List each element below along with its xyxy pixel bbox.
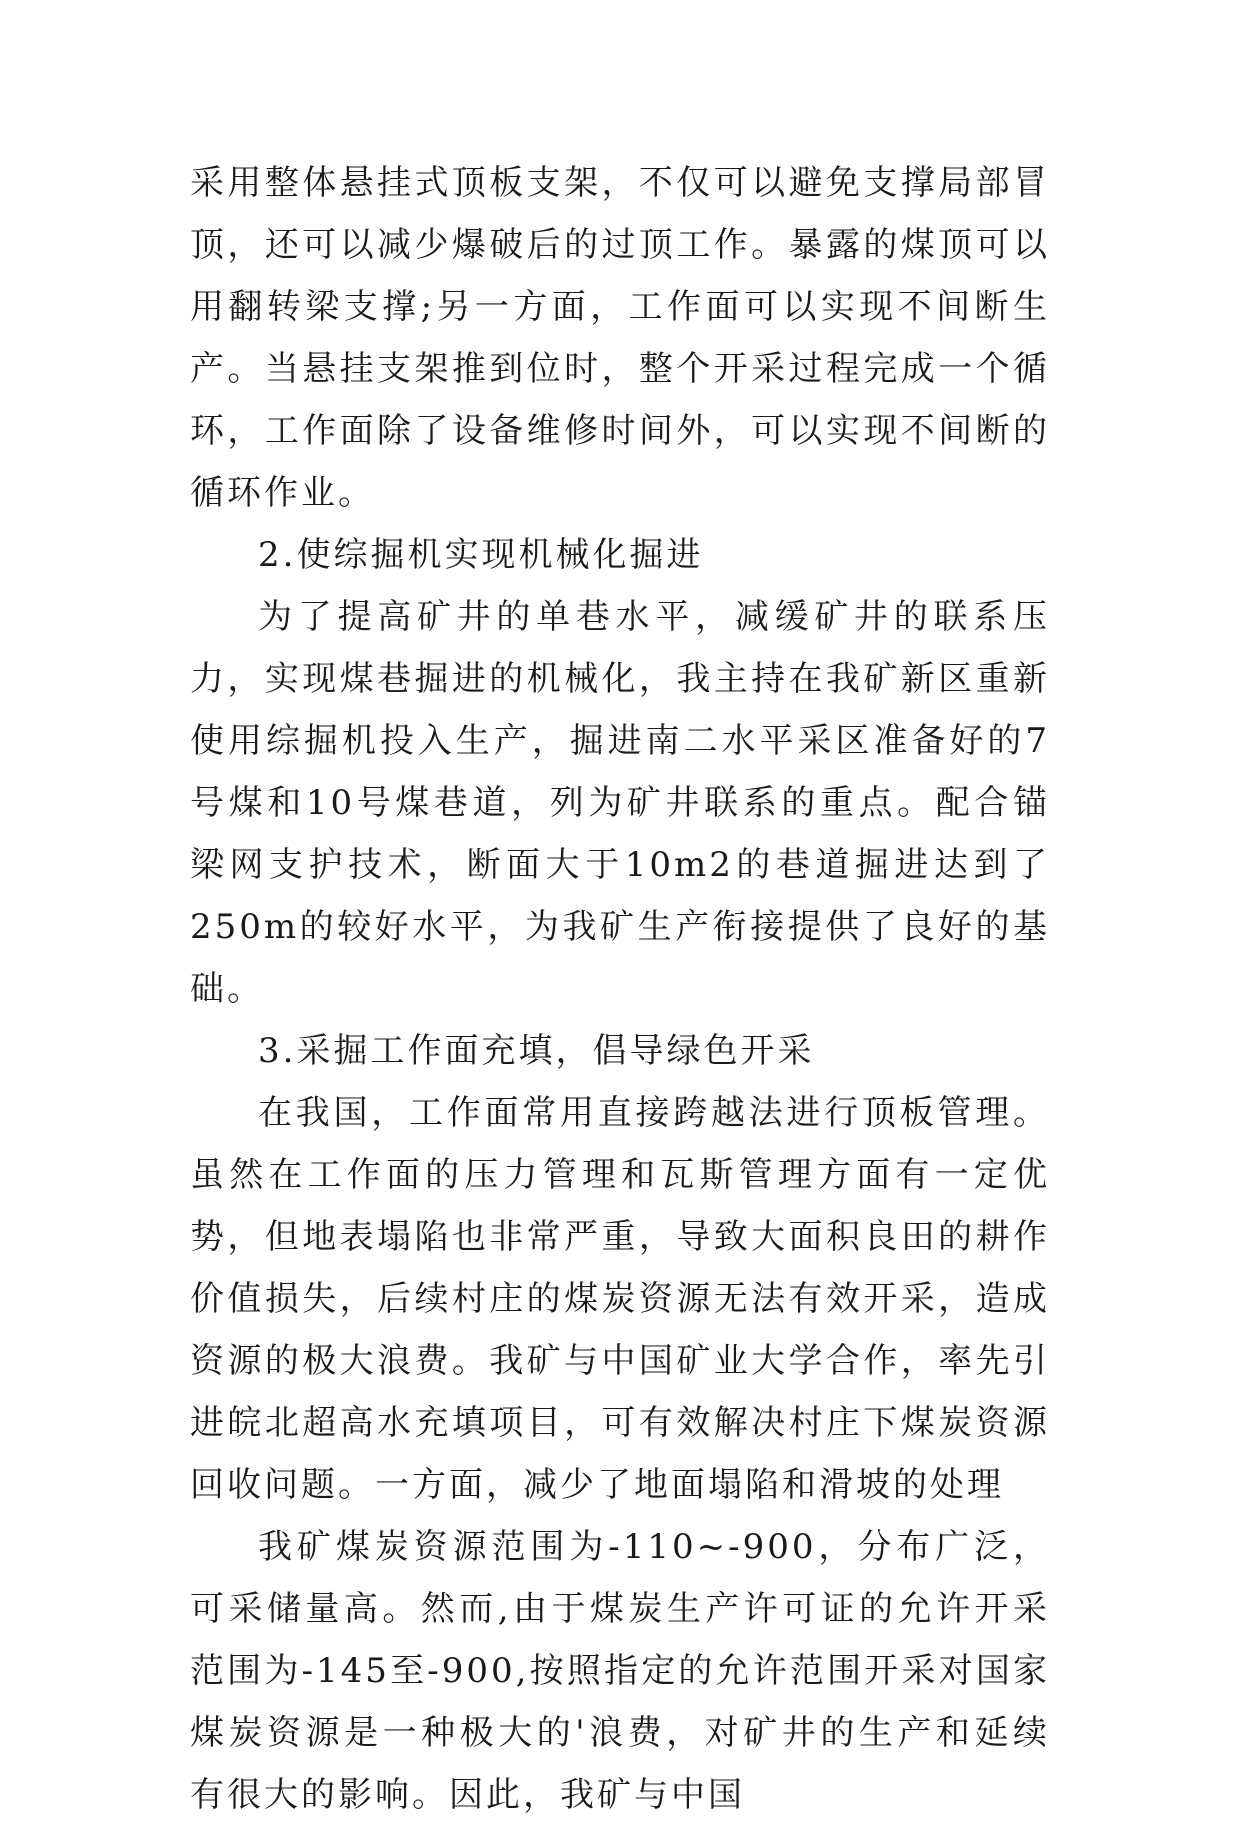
paragraph-roof-management: 在我国，工作面常用直接跨越法进行顶板管理。虽然在工作面的压力管理和瓦斯管理方面有一定优势，但地表塌陷也非常严重，导致大面积良田的耕作价值损失，后续村庄的煤炭资源无法有效开采，造成资源的极大浪费。我矿与中国矿业大学合作，率先引进皖北超高水充填项目，可有效解决村庄下煤炭资源回收问题。一方面，减少了地面塌陷和滑坡的处理 bbox=[190, 1093, 1050, 1505]
paragraph-excavation: 为了提高矿井的单巷水平，减缓矿井的联系压力，实现煤巷掘进的机械化，我主持在我矿新区重新使用综掘机投入生产，掘进南二水平采区准备好的7号煤和10号煤巷道，列为矿井联系的重点。配合锚梁网支护技术，断面大于10m2的巷道掘进达到了250m的较好水平，为我矿生产衔接提供了良好的基础。 bbox=[190, 597, 1050, 1009]
document-body bbox=[190, 152, 1050, 1826]
heading-mechanized-excavation: 2.使综掘机实现机械化掘进 bbox=[258, 535, 704, 575]
heading-green-mining: 3.采掘工作面充填，倡导绿色开采 bbox=[258, 1031, 815, 1071]
paragraph-resource-range: 我矿煤炭资源范围为-110~-900，分布广泛，可采储量高。然而,由于煤炭生产许可证的允许开采范围为-145至-900,按照指定的允许范围开采对国家煤炭资源是一种极大的'浪费，对矿井的生产和延续有很大的影响。因此，我矿与中国 bbox=[190, 1527, 1050, 1815]
paragraph-support-method: 采用整体悬挂式顶板支架，不仅可以避免支撑局部冒顶，还可以减少爆破后的过顶工作。暴露的煤顶可以用翻转梁支撑;另一方面，工作面可以实现不间断生产。当悬挂支架推到位时，整个开采过程完成一个循环，工作面除了设备维修时间外，可以实现不间断的循环作业。 bbox=[190, 163, 1050, 513]
